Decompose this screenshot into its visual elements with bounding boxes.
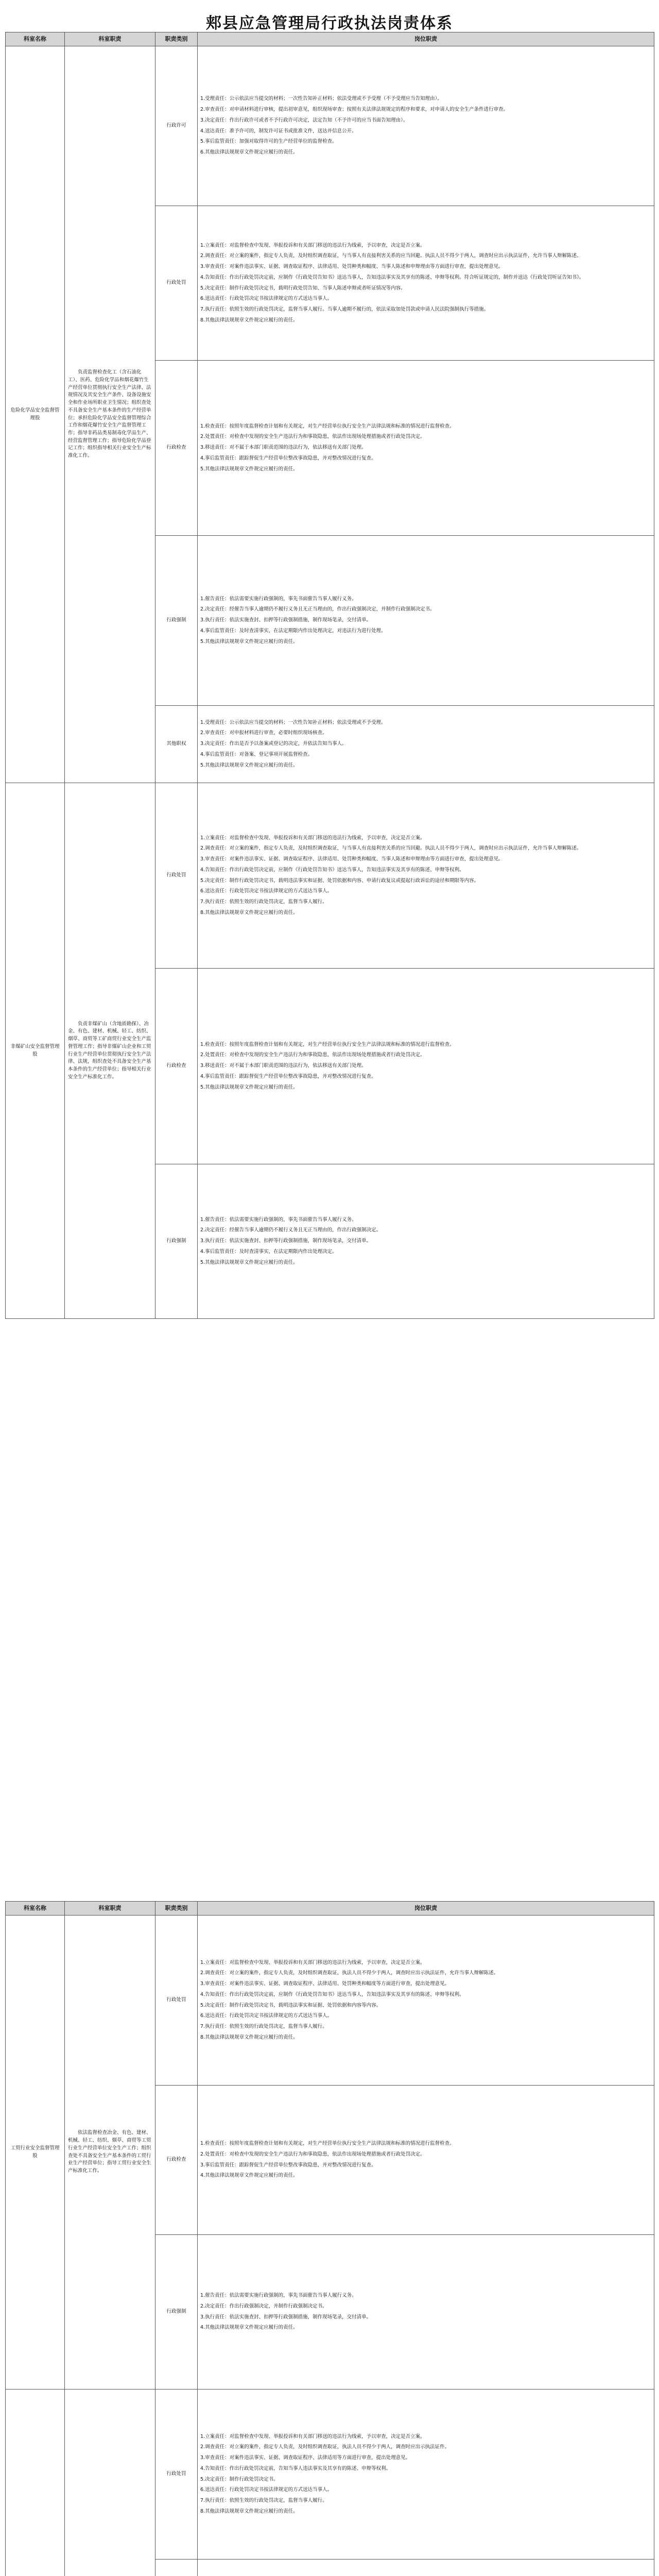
duty-item: 1.催告责任：依法需要实施行政强制的，事先书面催告当事人履行义务。 [200,1216,357,1223]
duty-item: 5.事后监管责任：加强对取得许可的生产经营单位的监督检查。 [200,139,337,145]
duty-item: 4.告知责任：作出行政处罚决定前，应制作《行政处罚告知书》送达当事人，告知违法事实及其享有的陈述、申辩等权利。符合听证规定的，制作并送达《行政处罚听证告知书》。 [200,274,584,280]
duty-item: 2.决定责任：作出行政强制决定，并制作行政强制决定书。 [200,2303,327,2309]
duty-item: 2.处置责任：对检查中发现的安全生产违法行为和事故隐患，依法作出现场处理措施或者行政处罚决定。 [200,2151,425,2157]
column-header: 职责类别 [155,1902,198,1916]
duty-item: 2.调查责任：对立案的案件，指定专人负责，及时组织调查取证，与当事人有直接利害关系的应当回避。执法人员不得少于两人，调查时应出示执法证件，允许当事人辩解陈述。 [200,845,582,852]
duty-item: 4.其他法律法规规章文件规定应履行的责任。 [200,2173,298,2179]
duty-item: 3.事后监管责任：跟踪督促生产经营单位整改事故隐患，并对整改情况进行复查。 [200,2162,376,2168]
duty-item: 2.审查责任：对申请材料进行审核，提出初审意见，组织现场审查；按照有关法律法规规定的程序和要求，对申请人的安全生产条件进行审查。 [200,107,509,113]
table-row [6,46,654,206]
dept-duty: 负责非煤矿山（含地质勘探）、冶金、有色、建材、机械、轻工、纺织、烟草、商贸等工矿商贸行业安全生产监督管理工作；指导非煤矿山企业和工贸行业生产经营单位贯彻执行安全生产法律、法规，组织查处不具备安全生产基本条件的生产经营单位；指导相关行业安全生产标准化工作。 [65,783,155,1319]
column-header: 科室名称 [6,32,65,46]
duty-category: 其他职权 [155,706,198,783]
column-header: 职责类别 [155,32,198,46]
duty-item: 2.审查责任：对申报材料进行审查，必要时组织现场核查。 [200,730,327,736]
post-duties [198,706,654,783]
dept-name: 危险化学品安全监督管理股 [6,46,65,783]
duty-item: 2.调查责任：对立案的案件，指定专人负责，及时组织调查取证，执法人员不得少于两人，调查时应出示执法证件，允许当事人辩解陈述。 [200,1970,499,1976]
duty-category: 行政强制 [155,2235,198,2389]
duty-item: 4.送达责任：准予许可的，制发许可证书或批准文件，送达并信息公开。 [200,128,357,134]
table-header-row [6,1902,654,1916]
post-duties [198,536,654,706]
duty-item: 4.事后监管责任：跟踪督促生产经营单位整改事故隐患，并对整改情况进行复查。 [200,1073,376,1079]
duty-item: 8.其他法律法规规章文件规定应履行的责任。 [200,909,298,916]
duty-item: 1.受理责任：公示依法应当提交的材料；一次性告知补正材料；依法受理或不予受理。 [200,719,386,725]
duty-item: 1.检查责任：按照年度监督检查计划和有关规定，对生产经营单位执行安全生产法律法规和标准的情况进行监督检查。 [200,1041,455,1047]
duty-item: 5.其他法律法规规章文件规定应履行的责任。 [200,1084,298,1090]
duty-item: 3.执行责任：依法实施查封、扣押等行政强制措施，制作现场笔录，交付清单。 [200,617,372,623]
duty-item: 4.告知责任：作出行政处罚决定前，应制作《行政处罚告知书》送达当事人，告知违法事实及其享有的陈述、申辩等权利。 [200,1991,464,1997]
duty-category: 行政处罚 [155,206,198,361]
post-duties [198,206,654,361]
dept-name [6,2389,65,2576]
column-header: 岗位职责 [198,1902,654,1916]
duty-item: 4.事后监管责任：跟踪督促生产经营单位整改事故隐患，并对整改情况进行复查。 [200,455,376,461]
dept-name: 非煤矿山安全监督管理股 [6,783,65,1319]
duty-item: 8.其他法律法规规章文件规定应履行的责任。 [200,2034,298,2040]
dept-duty: 依法监督检查冶金、有色、建材、机械、轻工、纺织、烟草、商贸等工贸行业生产经营单位安全生产工作；组织查处不具备安全生产基本条件的工贸行业生产经营单位；指导工贸行业安全生产标准化工作。 [65,1916,155,2389]
duty-item: 1.立案责任：对监督检查中发现、举报投诉和有关部门移送的违法行为线索，予以审查，决定是否立案。 [200,835,425,841]
dept-duty [65,2389,155,2576]
duty-item: 4.其他法律法规规章文件规定应履行的责任。 [200,2325,298,2331]
table-row [6,783,654,969]
duty-item: 3.执行责任：依法实施查封、扣押等行政强制措施，制作现场笔录，交付清单。 [200,1238,372,1244]
duty-item: 6.送达责任：行政处罚决定书按法律规定的方式送达当事人。 [200,2487,333,2493]
duty-table [5,1901,654,2576]
duty-item: 3.审查责任：对案件违法事实、证据、调查取证程序、法律适用等方面进行审查，提出处理意见。 [200,2455,411,2461]
duty-item: 2.决定责任：经催告当事人逾期仍不履行义务且无正当理由的，作出行政强制决定，并制作行政强制决定书。 [200,606,435,613]
duty-category: 行政强制 [155,536,198,706]
post-duties [198,2389,654,2560]
duty-item: 7.执行责任：依照生效的行政处罚决定，监督当事人履行。 [200,2023,327,2029]
post-duties [198,2235,654,2389]
duty-category: 行政检查 [155,361,198,536]
duty-item: 5.其他法律法规规章文件规定应履行的责任。 [200,1259,298,1265]
post-duties [198,1164,654,1319]
duty-item: 4.事后监管责任：对备案、登记事项开展监督检查。 [200,751,313,757]
duty-category: 行政许可 [155,46,198,206]
duty-item: 3.移送责任：对不属于本部门职责范围的违法行为，依法移送有关部门处理。 [200,445,367,451]
table-row [6,2389,654,2560]
column-header: 科室名称 [6,1902,65,1916]
table-header-row [6,32,654,46]
duty-item: 4.告知责任：作出行政处罚决定前，应制作《行政处罚告知书》送达当事人，告知违法事实及其享有的陈述、申辩等权利。 [200,867,464,873]
duty-item: 2.决定责任：经催告当事人逾期仍不履行义务且无正当理由的，作出行政强制决定。 [200,1227,381,1233]
duty-item: 1.立案责任：对监督检查中发现、举报投诉和有关部门移送的违法行为线索，予以审查，决定是否立案。 [200,1959,425,1965]
duty-item: 1.催告责任：依法需要实施行政强制的，事先书面催告当事人履行义务。 [200,596,357,602]
post-duties [198,2086,654,2235]
post-duties [198,1916,654,2086]
duty-item: 6.送达责任：行政处罚决定书按法律规定的方式送达当事人。 [200,2013,333,2019]
page-title: 郏县应急管理局行政执法岗责体系 [206,14,453,32]
duty-item: 2.处置责任：对检查中发现的安全生产违法行为和事故隐患，依法作出现场处理措施或者行政处罚决定。 [200,434,425,440]
duty-item: 1.催告责任：依法需要实施行政强制的，事先书面催告当事人履行义务。 [200,2293,357,2299]
duty-item: 5.决定责任：制作行政处罚决定书，载明违法事实和证据、处罚依据和内容等内容。 [200,2002,381,2008]
duty-item: 6.其他法律法规规章文件规定应履行的责任。 [200,149,298,155]
duty-item: 7.执行责任：依照生效的行政处罚决定，监督当事人履行。当事人逾期不履行的，依法采取加处罚款或申请人民法院强制执行等措施。 [200,306,489,312]
duty-item: 2.调查责任：对立案的案件，指定专人负责，及时组织调查取证，与当事人有直接利害关系的应当回避。执法人员不得少于两人，调查时应出示执法证件，允许当事人辩解陈述。 [200,253,582,259]
duty-table [5,32,654,1319]
duty-item: 5.决定责任：制作行政处罚决定书，载明违法事实和证据、处罚依据和内容、申请行政复议或提起行政诉讼的途径和期限等内容。 [200,877,479,884]
duty-item: 3.移送责任：对不属于本部门职责范围的违法行为，依法移送有关部门处理。 [200,1063,367,1069]
duty-item: 8.其他法律法规规章文件规定应履行的责任。 [200,317,298,323]
duty-item: 2.处置责任：对检查中发现的安全生产违法行为和事故隐患，依法作出现场处理措施或者行政处罚决定。 [200,1052,425,1058]
duty-item: 5.决定责任：制作行政处罚决定书，载明行政处罚告知、当事人陈述申辩或者听证情况等内容。 [200,285,406,291]
duty-item: 3.执行责任：依法实施查封、扣押等行政强制措施，制作现场笔录，交付清单。 [200,2314,372,2320]
duty-item: 4.告知责任：作出行政处罚决定前，告知当事人违法事实及其享有的陈述、申辩等权利。 [200,2465,391,2471]
duty-item: 3.审查责任：对案件违法事实、证据、调查取证程序、法律适用、处罚种类和幅度、当事人陈述和申辩理由等方面进行审查，提出处理意见。 [200,856,504,862]
post-duties [198,783,654,969]
post-duties [198,2560,654,2576]
duty-item: 1.检查责任：按照年度监督检查计划和有关规定，对生产经营单位执行安全生产法律法规和标准的情况进行监督检查。 [200,2141,455,2147]
duty-category: 行政检查 [155,2086,198,2235]
duty-item: 8.其他法律法规规章文件规定应履行的责任。 [200,2508,298,2514]
duty-item: 3.审查责任：对案件违法事实、证据、调查取证程序、法律适用、处罚种类和幅度、当事人陈述和申辩理由等方面进行审查，提出处理意见。 [200,264,504,270]
duty-item: 1.检查责任：按照年度监督检查计划和有关规定，对生产经营单位执行安全生产法律法规和标准的情况进行监督检查。 [200,423,455,429]
duty-item: 5.其他法律法规规章文件规定应履行的责任。 [200,762,298,768]
table-row [6,1916,654,2086]
duty-item: 5.决定责任：制作行政处罚决定书。 [200,2476,279,2482]
duty-item: 6.送达责任：行政处罚决定书按法律规定的方式送达当事人。 [200,296,333,302]
post-duties [198,46,654,206]
post-duties [198,969,654,1164]
duty-item: 7.执行责任：依照生效的行政处罚决定，监督当事人履行。 [200,899,327,905]
duty-item: 2.调查责任：对立案的案件，指定专人负责，及时组织调查取证，执法人员不得少于两人，调查时应出示执法证件。 [200,2444,450,2450]
duty-category: 行政强制 [155,1164,198,1319]
duty-item: 5.其他法律法规规章文件规定应履行的责任。 [200,466,298,472]
duty-item: 1.立案责任：对监督检查中发现、举报投诉和有关部门移送的违法行为线索，予以审查，决定是否立案。 [200,2433,425,2439]
duty-category: 行政检查 [155,969,198,1164]
column-header: 岗位职责 [198,32,654,46]
duty-item: 1.受理责任：公示依法应当提交的材料；一次性告知补正材料；依法受理或不予受理（不予受理应当告知理由）。 [200,96,442,102]
duty-category: 行政处罚 [155,1916,198,2086]
duty-item: 3.审查责任：对案件违法事实、证据、调查取证程序、法律适用、处罚种类和幅度等方面进行审查，提出处理意见。 [200,1981,450,1987]
duty-item: 5.其他法律法规规章文件规定应履行的责任。 [200,638,298,645]
dept-duty: 负责监督检查化工（含石油化工）、医药、危险化学品和烟花爆竹生产经营单位贯彻执行安全生产法律、法规情况及其安全生产条件、设备设施安全和作业场所职业卫生情况；组织查处不具备安全生产基本条件的生产经营单位；承担危险化学品安全监督管理综合工作和烟花爆竹安全生产监督管理工作；指导非药品类易制毒化学品生产、经营监督管理工作；指导危险化学品登记工作；组织指导相关行业安全生产标准化工作。 [65,46,155,783]
post-duties [198,361,654,536]
column-header: 科室职责 [65,1902,155,1916]
duty-category: 行政处罚 [155,2389,198,2560]
duty-item: 4.事后监管责任：及时查清事实，在法定期限内作出处理决定，对违法行为进行处理。 [200,628,386,634]
duty-category: 行政处罚 [155,783,198,969]
duty-category [155,2560,198,2576]
dept-name: 工贸行业安全监督管理股 [6,1916,65,2389]
duty-item: 6.送达责任：行政处罚决定书按法律规定的方式送达当事人。 [200,888,333,894]
duty-item: 4.事后监管责任：及时查清事实，在法定期限内作出处理决定。 [200,1248,337,1255]
duty-item: 3.决定责任：作出是否予以备案或登记的决定，并依法告知当事人。 [200,741,347,747]
column-header: 科室职责 [65,32,155,46]
duty-item: 3.决定责任：作出行政许可或者不予行政许可决定，法定告知（不予许可的应当书面告知理由）。 [200,117,408,123]
duty-item: 1.立案责任：对监督检查中发现、举报投诉和有关部门移送的违法行为线索，予以审查，决定是否立案。 [200,242,425,248]
duty-item: 7.执行责任：依照生效的行政处罚决定，监督当事人履行。 [200,2497,327,2503]
